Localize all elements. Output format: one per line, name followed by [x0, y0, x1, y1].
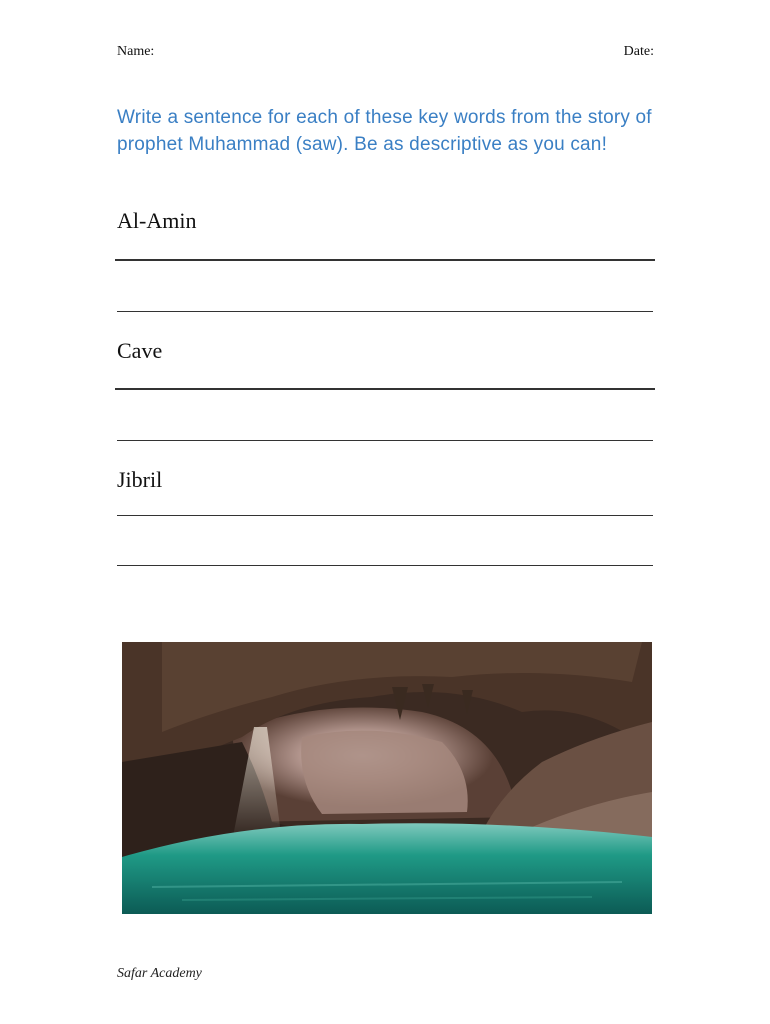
writing-line[interactable] [117, 515, 653, 516]
writing-line[interactable] [117, 440, 653, 441]
writing-line[interactable] [115, 388, 655, 390]
instructions-text: Write a sentence for each of these key words from the story of prophet Muhammad (saw). Be as descriptive as you can! [117, 107, 652, 155]
keyword-al-amin: Al-Amin [117, 208, 197, 233]
keyword-jibril: Jibril [117, 467, 163, 492]
name-label: Name: [117, 44, 155, 59]
writing-line[interactable] [117, 311, 653, 312]
writing-line[interactable] [117, 565, 653, 566]
cave-photo [122, 642, 652, 914]
writing-line[interactable] [115, 259, 655, 261]
date-label: Date: [623, 44, 654, 59]
cave-photo-icon [122, 642, 652, 914]
keyword-cave: Cave [117, 338, 163, 363]
footer-brand: Safar Academy [117, 966, 202, 981]
